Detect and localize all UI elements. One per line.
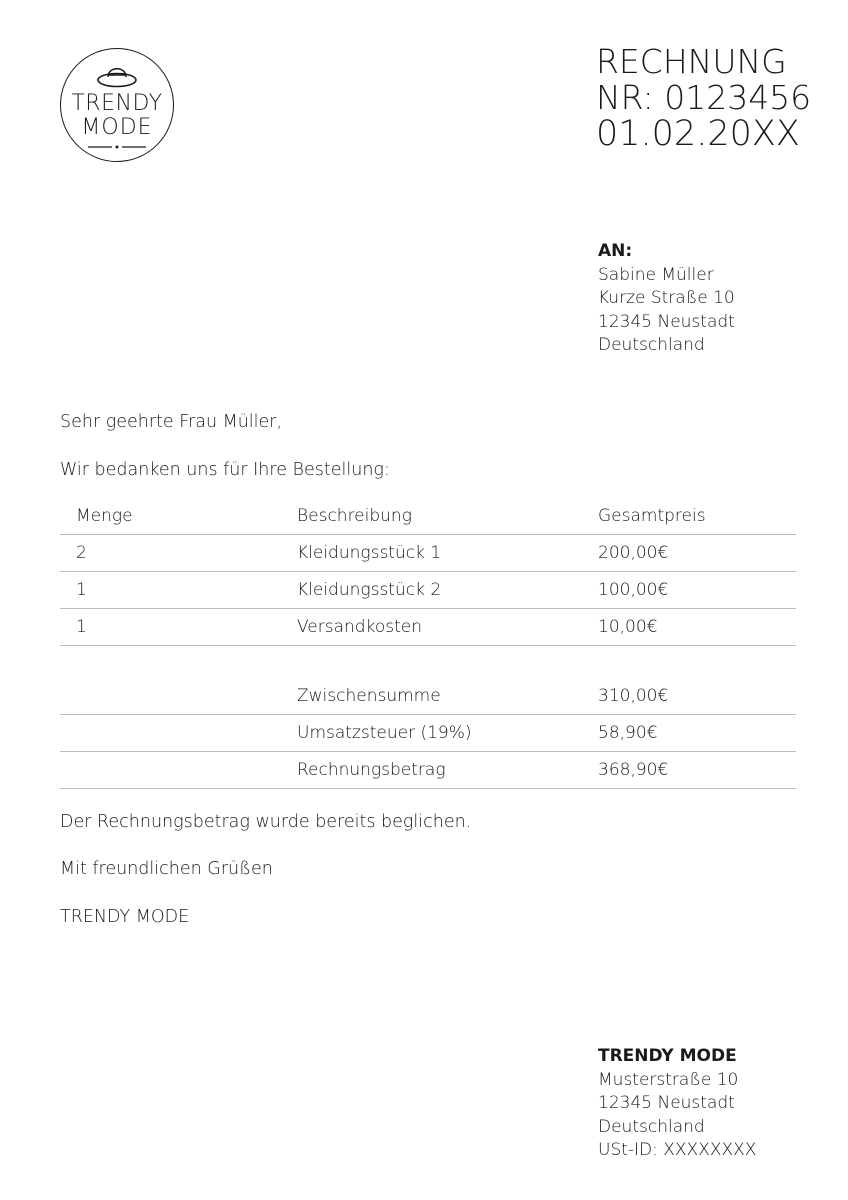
closing-text: Mit freundlichen Grüßen	[60, 859, 273, 879]
paid-note: Der Rechnungsbetrag wurde bereits beglichen.	[60, 812, 472, 832]
totals-table	[60, 678, 796, 789]
total-label: Rechnungsbetrag	[297, 760, 446, 780]
sender-name: TRENDY MODE	[598, 1046, 737, 1066]
sender-street: Musterstraße 10	[598, 1069, 739, 1090]
subtotal-label: Zwischensumme	[297, 686, 441, 706]
table-row	[60, 609, 796, 646]
logo-divider	[86, 144, 148, 150]
total-value: 368,90€	[598, 760, 669, 780]
logo-line2: MODE	[81, 115, 153, 140]
sender-vat: USt-ID: XXXXXXXX	[598, 1140, 757, 1160]
sender-city: 12345 Neustadt	[598, 1093, 735, 1113]
greeting: Sehr geehrte Frau Müller,	[60, 412, 283, 432]
total-row	[60, 752, 796, 789]
item-price: 100,00€	[598, 580, 669, 600]
item-desc: Kleidungsstück 1	[297, 543, 442, 563]
item-desc: Kleidungsstück 2	[297, 580, 442, 600]
header-qty: Menge	[76, 506, 133, 526]
company-logo	[60, 48, 174, 162]
tax-row	[60, 715, 796, 752]
item-qty: 2	[76, 543, 87, 563]
item-desc: Versandkosten	[297, 617, 422, 637]
sender-address	[598, 1045, 756, 1163]
recipient-label: AN:	[598, 241, 633, 261]
recipient-name: Sabine Müller	[598, 264, 714, 285]
item-qty: 1	[76, 617, 87, 637]
table-row	[60, 535, 796, 572]
subtotal-row	[60, 678, 796, 715]
items-table	[60, 498, 796, 646]
invoice-date: 01.02.20XX	[596, 114, 800, 154]
signature: TRENDY MODE	[60, 907, 190, 927]
sender-country: Deutschland	[598, 1116, 705, 1137]
table-header-row	[60, 498, 796, 535]
tax-label: Umsatzsteuer (19%)	[297, 723, 472, 743]
item-price: 10,00€	[598, 617, 658, 637]
tax-value: 58,90€	[598, 723, 658, 743]
invoice-number: NR: 0123456	[596, 78, 812, 117]
recipient-street: Kurze Straße 10	[598, 288, 735, 308]
logo-line1: TRENDY	[71, 91, 163, 116]
subtotal-value: 310,00€	[598, 686, 669, 706]
invoice-header	[596, 44, 811, 152]
hat-icon	[96, 60, 138, 90]
table-row	[60, 572, 796, 609]
recipient-country: Deutschland	[598, 335, 705, 355]
item-price: 200,00€	[598, 543, 669, 563]
header-desc: Beschreibung	[297, 506, 412, 526]
recipient-city: 12345 Neustadt	[598, 311, 735, 332]
recipient-address	[598, 240, 735, 358]
header-price: Gesamtpreis	[598, 506, 706, 526]
item-qty: 1	[76, 580, 87, 600]
intro-text: Wir bedanken uns für Ihre Bestellung:	[60, 460, 390, 480]
invoice-title: RECHNUNG	[596, 42, 787, 81]
